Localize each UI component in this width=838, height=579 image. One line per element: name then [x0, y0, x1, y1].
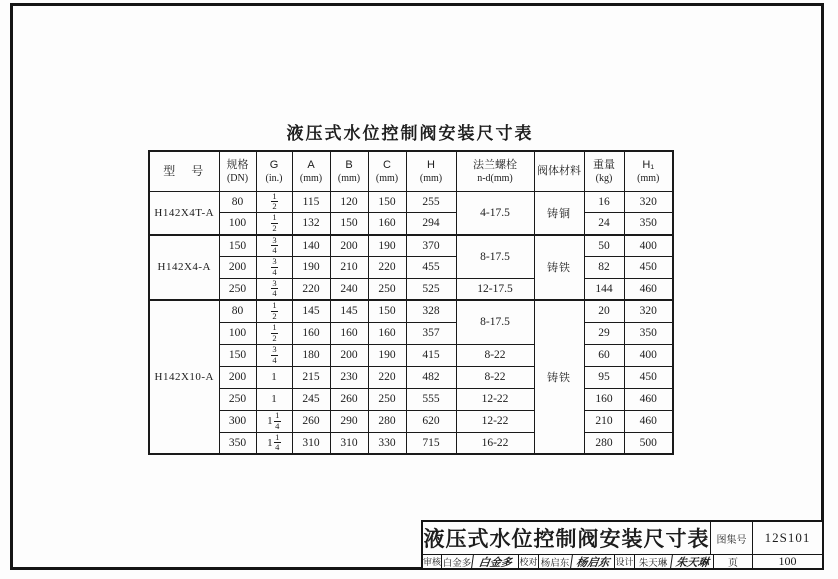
table-row — [149, 257, 673, 279]
cell-dn: 300 — [219, 410, 256, 432]
cell-h1: 400 — [624, 235, 673, 257]
header-b: B (mm) — [330, 151, 368, 191]
cell-dn: 250 — [219, 388, 256, 410]
cell-weight: 144 — [584, 278, 624, 300]
cell-h: 415 — [406, 344, 456, 366]
page-number-label: 页 — [713, 555, 752, 568]
cell-a: 245 — [292, 388, 330, 410]
header-body-material: 阀体材料 — [534, 151, 584, 191]
cell-g: 1 $\frac{1}{4}$ — [256, 410, 292, 432]
cell-b: 230 — [330, 366, 368, 388]
fraction: $\frac{1}{2}$ — [272, 300, 277, 321]
cell-dn: 200 — [219, 366, 256, 388]
cell-material: 铸铜 — [534, 191, 584, 235]
table-row — [149, 344, 673, 366]
checker-name: 杨启东 — [538, 555, 571, 568]
cell-dn: 80 — [219, 191, 256, 213]
cell-b: 145 — [330, 300, 368, 322]
cell-b: 160 — [330, 322, 368, 344]
header-flange-bolts: 法兰螺栓 n-d(mm) — [456, 151, 534, 191]
check-label: 校对 — [519, 557, 538, 567]
cell-c: 250 — [368, 278, 406, 300]
atlas-number: 12S101 — [752, 522, 822, 554]
cell-h: 482 — [406, 366, 456, 388]
cell-g — [256, 191, 292, 213]
title-block — [421, 520, 824, 570]
cell-weight: 16 — [584, 191, 624, 213]
cell-bolts: 8-22 — [456, 344, 534, 366]
fraction: $\frac{3}{4}$ — [272, 344, 277, 365]
cell-h: 294 — [406, 213, 456, 235]
cell-material: 铸铁 — [534, 235, 584, 301]
design-label: 设计 — [615, 557, 634, 567]
title-block-row-1 — [423, 522, 822, 554]
review-label: 审核 — [423, 557, 441, 567]
cell-c: 160 — [368, 213, 406, 235]
fraction: $\frac{3}{4}$ — [272, 278, 277, 299]
cell-c: 280 — [368, 410, 406, 432]
cell-weight: 20 — [584, 300, 624, 322]
cell-bolts: 8-17.5 — [456, 235, 534, 279]
cell-dn: 250 — [219, 278, 256, 300]
title-block-row-2 — [423, 554, 822, 568]
table-row — [149, 191, 673, 213]
fraction: $\frac{1}{2}$ — [272, 212, 277, 233]
header-h1: H₁ (mm) — [624, 151, 673, 191]
cell-dn: 100 — [219, 213, 256, 235]
cell-h: 455 — [406, 257, 456, 279]
cell-dn: 100 — [219, 322, 256, 344]
cell-dn: 150 — [219, 235, 256, 257]
cell-c: 220 — [368, 257, 406, 279]
cell-b: 120 — [330, 191, 368, 213]
cell-c: 150 — [368, 300, 406, 322]
cell-h: 255 — [406, 191, 456, 213]
cell-a: 140 — [292, 235, 330, 257]
cell-dn: 200 — [219, 257, 256, 279]
cell-h1: 450 — [624, 366, 673, 388]
fraction: $\frac{1}{2}$ — [272, 191, 277, 212]
cell-h1: 450 — [624, 257, 673, 279]
cell-h: 620 — [406, 410, 456, 432]
table-row — [149, 322, 673, 344]
table-row — [149, 432, 673, 454]
reviewer-signature: 白金多 — [471, 555, 519, 568]
cell-h1: 460 — [624, 410, 673, 432]
table-row — [149, 235, 673, 257]
cell-a: 145 — [292, 300, 330, 322]
header-dn: 规格 (DN) — [219, 151, 256, 191]
cell-g — [256, 344, 292, 366]
cell-dn: 150 — [219, 344, 256, 366]
cell-a: 260 — [292, 410, 330, 432]
cell-dn: 350 — [219, 432, 256, 454]
cell-a: 132 — [292, 213, 330, 235]
designer-signature: 朱天琳 — [670, 555, 714, 568]
header-model: 型 号 — [149, 151, 219, 191]
cell-material: 铸铁 — [534, 300, 584, 454]
table-header-row — [149, 151, 673, 191]
cell-a: 215 — [292, 366, 330, 388]
cell-h: 357 — [406, 322, 456, 344]
cell-c: 160 — [368, 322, 406, 344]
table-row — [149, 278, 673, 300]
cell-h1: 320 — [624, 300, 673, 322]
header-a: A (mm) — [292, 151, 330, 191]
cell-weight: 60 — [584, 344, 624, 366]
fraction: $\frac{1}{4}$ — [275, 432, 280, 453]
cell-g — [256, 322, 292, 344]
table-row — [149, 213, 673, 235]
designer-name: 朱天琳 — [634, 555, 671, 568]
cell-g — [256, 213, 292, 235]
table-row — [149, 410, 673, 432]
cell-c: 250 — [368, 388, 406, 410]
header-g: G (in.) — [256, 151, 292, 191]
cell-b: 290 — [330, 410, 368, 432]
cell-h1: 500 — [624, 432, 673, 454]
cell-b: 150 — [330, 213, 368, 235]
cell-c: 190 — [368, 344, 406, 366]
cell-model: H142X10-A — [149, 300, 219, 454]
cell-weight: 24 — [584, 213, 624, 235]
cell-weight: 280 — [584, 432, 624, 454]
cell-b: 260 — [330, 388, 368, 410]
cell-b: 310 — [330, 432, 368, 454]
cell-b: 240 — [330, 278, 368, 300]
cell-dn: 80 — [219, 300, 256, 322]
cell-h1: 460 — [624, 388, 673, 410]
cell-bolts: 8-22 — [456, 366, 534, 388]
cell-g — [256, 278, 292, 300]
cell-c: 190 — [368, 235, 406, 257]
reviewer-name: 白金多 — [441, 555, 472, 568]
cell-bolts: 16-22 — [456, 432, 534, 454]
fraction: $\frac{1}{4}$ — [275, 410, 280, 431]
cell-bolts: 12-22 — [456, 388, 534, 410]
fraction: $\frac{1}{2}$ — [272, 322, 277, 343]
cell-g — [256, 257, 292, 279]
page-number: 100 — [752, 555, 822, 568]
cell-bolts: 8-17.5 — [456, 300, 534, 344]
cell-g: 1 $\frac{1}{4}$ — [256, 432, 292, 454]
checker-signature: 杨启东 — [570, 555, 615, 568]
table-row — [149, 300, 673, 322]
cell-a: 160 — [292, 322, 330, 344]
cell-weight: 82 — [584, 257, 624, 279]
cell-a: 180 — [292, 344, 330, 366]
cell-h1: 320 — [624, 191, 673, 213]
atlas-number-label: 图集号 — [710, 522, 752, 554]
title-block-title: 液压式水位控制阀安装尺寸表 — [423, 528, 710, 551]
cell-a: 310 — [292, 432, 330, 454]
cell-b: 210 — [330, 257, 368, 279]
fraction: $\frac{3}{4}$ — [272, 234, 277, 256]
cell-bolts: 12-22 — [456, 410, 534, 432]
cell-h1: 460 — [624, 278, 673, 300]
cell-g: 1 — [256, 388, 292, 410]
dimension-table — [148, 150, 674, 455]
cell-c: 220 — [368, 366, 406, 388]
cell-h1: 350 — [624, 213, 673, 235]
cell-g — [256, 300, 292, 322]
cell-b: 200 — [330, 344, 368, 366]
cell-b: 200 — [330, 235, 368, 257]
cell-g — [256, 235, 292, 257]
table-row — [149, 366, 673, 388]
cell-h: 525 — [406, 278, 456, 300]
header-weight: 重量 (kg) — [584, 151, 624, 191]
cell-a: 115 — [292, 191, 330, 213]
cell-model: H142X4T-A — [149, 191, 219, 235]
header-c: C (mm) — [368, 151, 406, 191]
cell-weight: 210 — [584, 410, 624, 432]
cell-bolts: 12-17.5 — [456, 278, 534, 300]
cell-c: 150 — [368, 191, 406, 213]
cell-h: 328 — [406, 300, 456, 322]
cell-model: H142X4-A — [149, 235, 219, 301]
cell-h: 370 — [406, 235, 456, 257]
cell-h1: 400 — [624, 344, 673, 366]
cell-h: 555 — [406, 388, 456, 410]
cell-h1: 350 — [624, 322, 673, 344]
cell-weight: 50 — [584, 235, 624, 257]
cell-weight: 160 — [584, 388, 624, 410]
page-title: 液压式水位控制阀安装尺寸表 — [286, 124, 534, 143]
header-h: H (mm) — [406, 151, 456, 191]
cell-h: 715 — [406, 432, 456, 454]
fraction: $\frac{3}{4}$ — [272, 256, 277, 277]
cell-bolts: 4-17.5 — [456, 191, 534, 235]
cell-a: 220 — [292, 278, 330, 300]
table-row — [149, 388, 673, 410]
cell-g: 1 — [256, 366, 292, 388]
cell-c: 330 — [368, 432, 406, 454]
cell-a: 190 — [292, 257, 330, 279]
cell-weight: 29 — [584, 322, 624, 344]
cell-weight: 95 — [584, 366, 624, 388]
